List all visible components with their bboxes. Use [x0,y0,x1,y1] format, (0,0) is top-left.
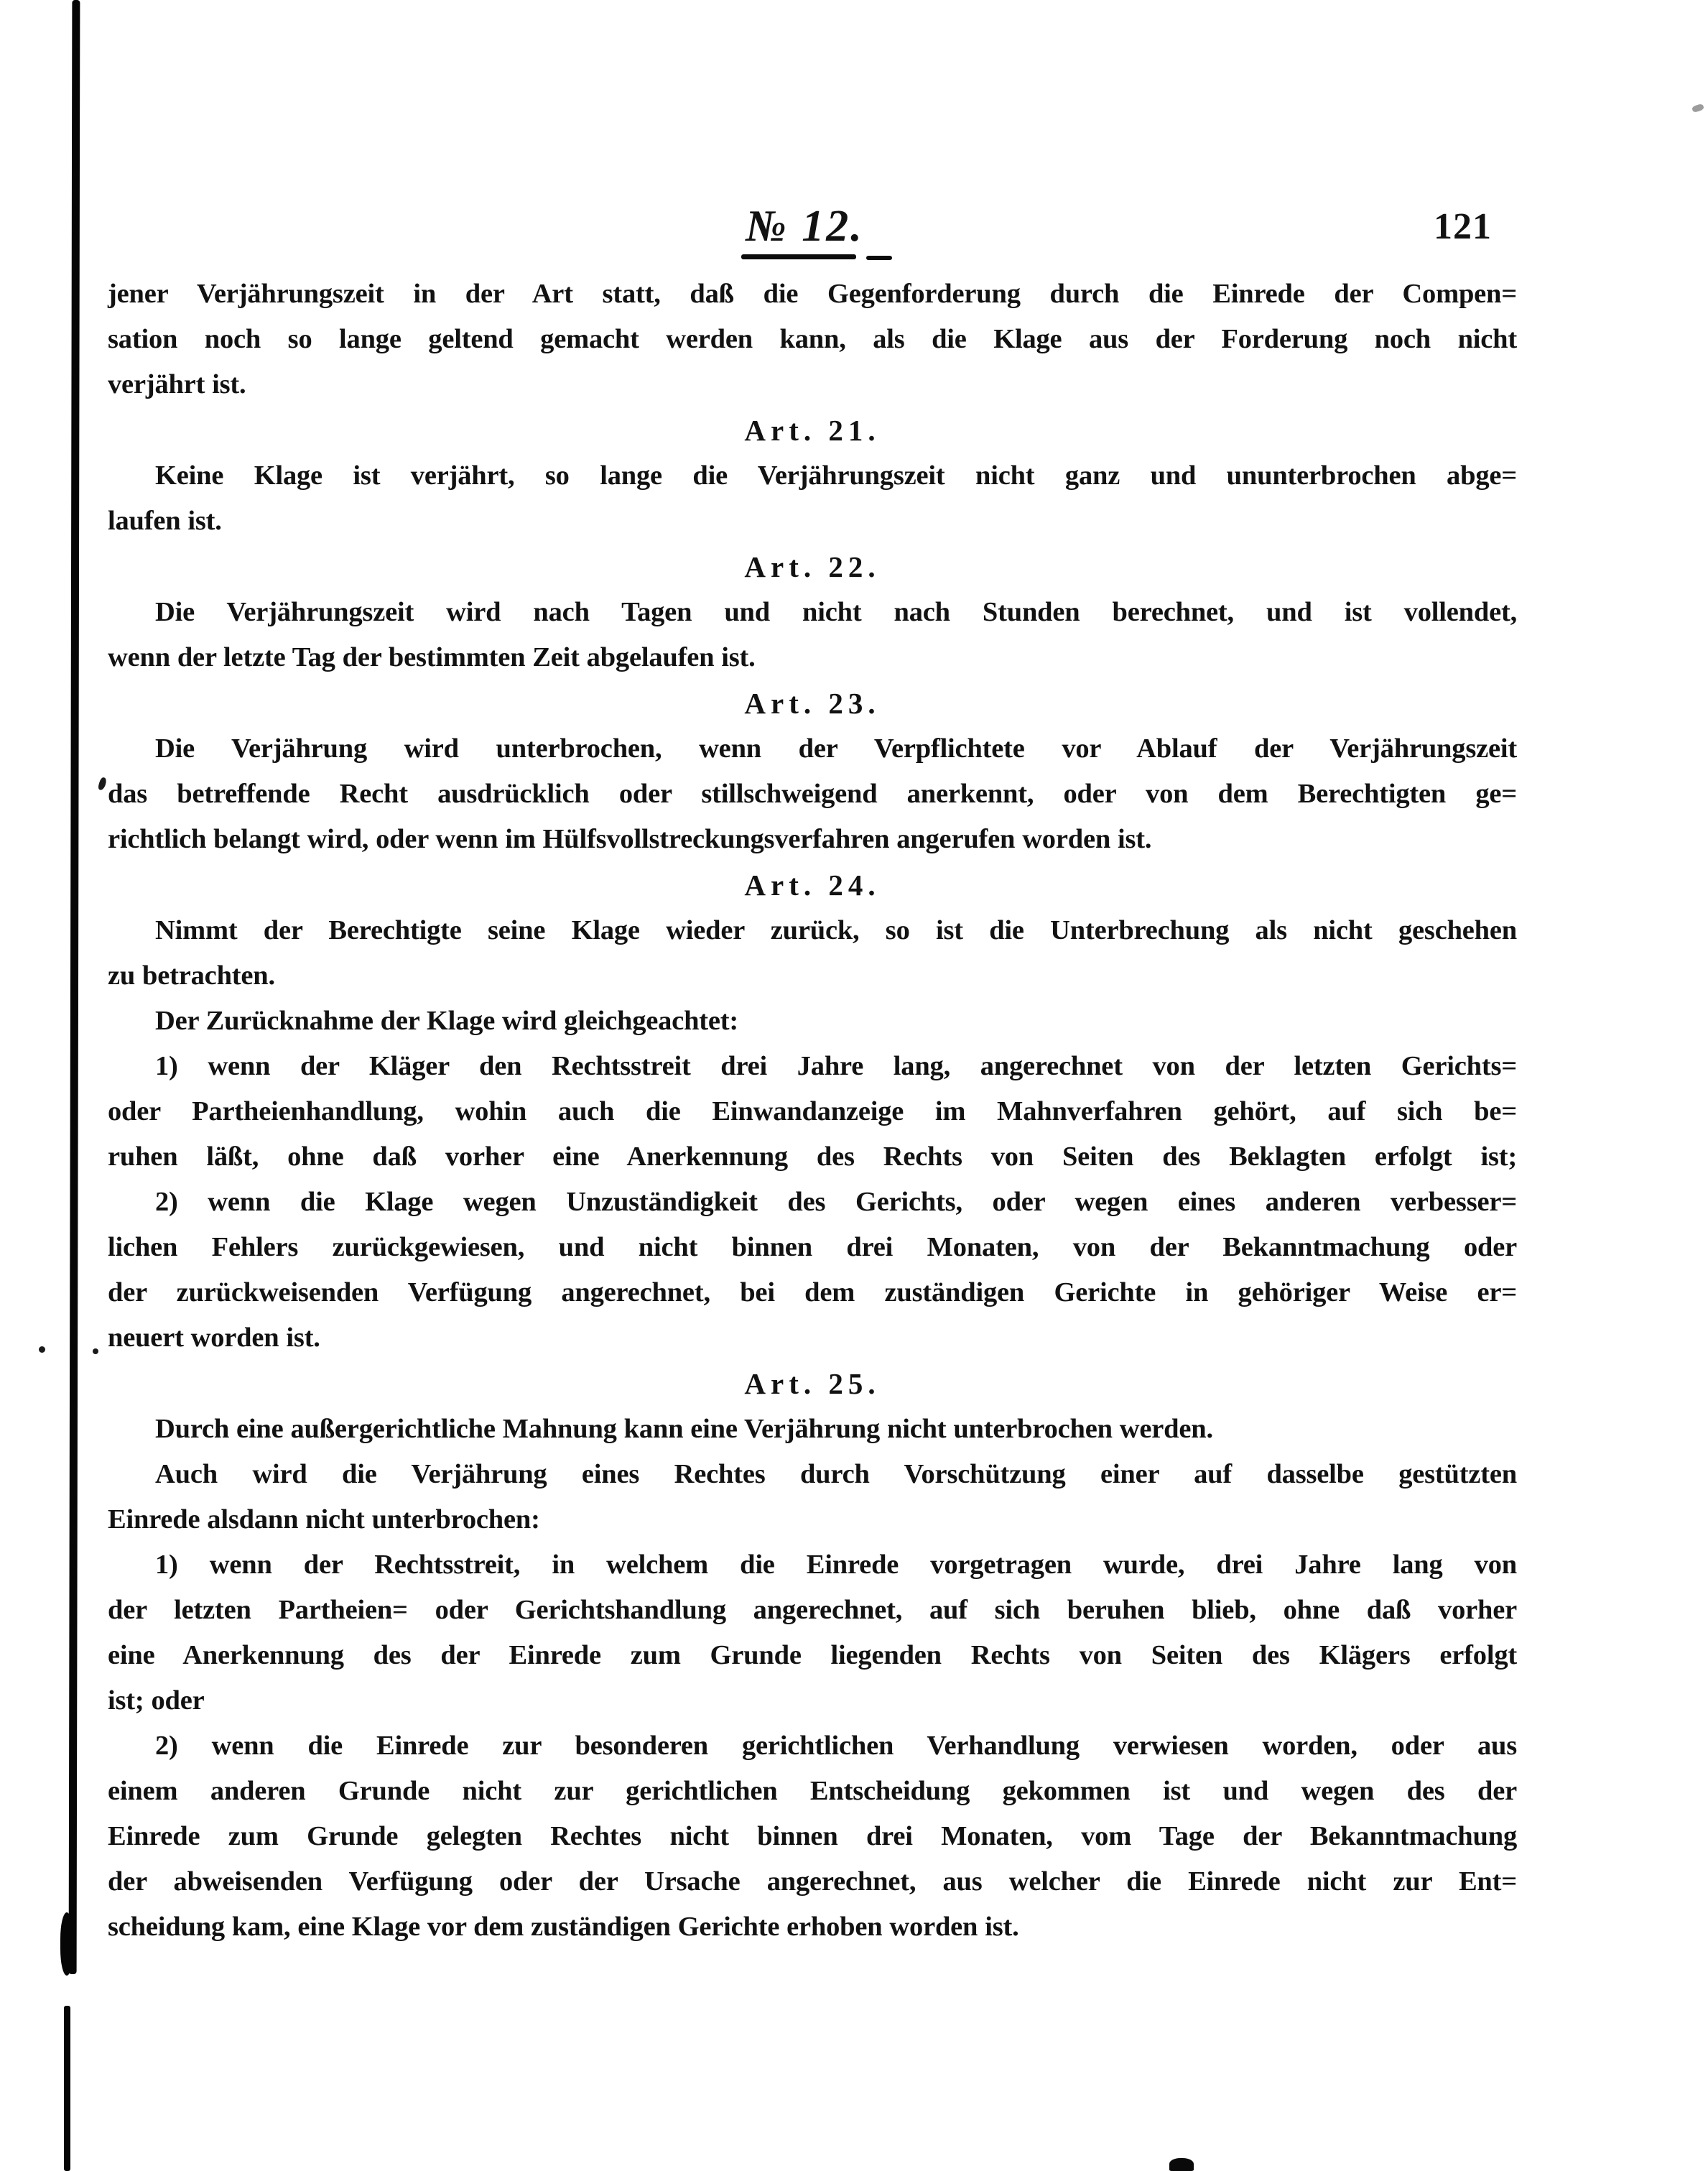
body-line: Durch eine außergerichtliche Mahnung kann eine Verjährung nicht unterbrochen werden. [155,1414,1213,1444]
body-line: lichen Fehlers zurückgewiesen, und nicht binnen drei Monaten, von der Bekanntmachung oder [108,1232,1517,1262]
body-line: Einrede alsdann nicht unterbrochen: [108,1504,540,1534]
body-line: jener Verjährungszeit in der Art statt, daß die Gegenforderung durch die Einrede der Compen= [108,279,1517,309]
body-line: verjährt ist. [108,369,246,399]
body-line: richtlich belangt wird, oder wenn im Hülfsvollstreckungsverfahren angerufen worden ist. [108,824,1152,854]
body-line: zu betrachten. [108,960,275,991]
cutoff-signature-mark [1169,2158,1194,2171]
body-line: Der Zurücknahme der Klage wird gleichgeachtet: [155,1006,739,1036]
body-line: 1) wenn der Rechtsstreit, in welchem die Einrede vorgetragen wurde, drei Jahre lang von [155,1550,1517,1580]
body-line: wenn der letzte Tag der bestimmten Zeit abgelaufen ist. [108,642,756,672]
header-rule [741,254,856,259]
body-line: das betreffende Recht ausdrücklich oder stillschweigend anerkennt, oder von dem Berechtigten ge= [108,779,1517,809]
body-line: 2) wenn die Klage wegen Unzuständigkeit des Gerichts, oder wegen eines anderen verbesser= [155,1187,1517,1217]
ink-speck [39,1346,45,1353]
body-line: Die Verjährungszeit wird nach Tagen und nicht nach Stunden berechnet, und ist vollendet, [155,597,1517,627]
article-heading: Art. 23. [744,687,881,720]
body-line: sation noch so lange geltend gemacht werden kann, als die Klage aus der Forderung noch nicht [108,324,1517,354]
body-line: laufen ist. [108,506,222,536]
text-column [108,272,1517,1950]
binding-edge-blot [60,1912,73,1976]
body-line: einem anderen Grunde nicht zur gerichtlichen Entscheidung gekommen ist und wegen des der [108,1776,1517,1806]
body-line: Auch wird die Verjährung eines Rechtes durch Vorschützung einer auf dasselbe gestützten [155,1459,1517,1489]
article-heading: Art. 24. [744,869,881,902]
body-line: Einrede zum Grunde gelegten Rechtes nicht binnen drei Monaten, vom Tage der Bekanntmachung [108,1821,1517,1851]
binding-edge-line [69,0,80,1974]
body-line: oder Partheienhandlung, wohin auch die Einwandanzeige im Mahnverfahren gehört, auf sich be= [108,1096,1517,1126]
body-line: ruhen läßt, ohne daß vorher eine Anerkennung des Rechts von Seiten des Beklagten erfolgt ist; [108,1142,1517,1172]
body-line: der abweisenden Verfügung oder der Ursache angerechnet, aus welcher die Einrede nicht zur Ent= [108,1866,1517,1897]
ink-speck [1691,103,1704,114]
body-line: Die Verjährung wird unterbrochen, wenn der Verpflichtete vor Ablauf der Verjährungszeit [155,733,1517,764]
body-line: neuert worden ist. [108,1323,320,1353]
ink-speck [93,1348,98,1354]
body-line: scheidung kam, eine Klage vor dem zuständigen Gerichte erhoben worden ist. [108,1912,1019,1942]
binding-edge-line-lower [64,2006,70,2171]
header-rule-fragment [866,256,892,260]
body-line: der zurückweisenden Verfügung angerechnet, bei dem zuständigen Gerichte in gehöriger Weise er= [108,1277,1517,1307]
body-line: eine Anerkennung des der Einrede zum Grunde liegenden Rechts von Seiten des Klägers erfolgt [108,1640,1517,1670]
body-line: Nimmt der Berechtigte seine Klage wieder zurück, so ist die Unterbrechung als nicht geschehen [155,915,1517,945]
article-heading: Art. 25. [744,1367,881,1400]
ink-speck [98,777,108,791]
issue-number: № 12. [746,202,864,251]
body-line: 2) wenn die Einrede zur besonderen gerichtlichen Verhandlung verwiesen worden, oder aus [155,1731,1517,1761]
article-heading: Art. 21. [744,414,881,447]
body-line: Keine Klage ist verjährt, so lange die Verjährungszeit nicht ganz und ununterbrochen abge= [155,460,1517,491]
page-number: 121 [1434,206,1492,247]
body-line: der letzten Partheien= oder Gerichtshandlung angerechnet, auf sich beruhen blieb, ohne daß vorher [108,1595,1517,1625]
article-heading: Art. 22. [744,550,881,583]
body-line: 1) wenn der Kläger den Rechtsstreit drei Jahre lang, angerechnet von der letzten Gerichts= [155,1051,1517,1081]
body-line: ist; oder [108,1685,205,1716]
